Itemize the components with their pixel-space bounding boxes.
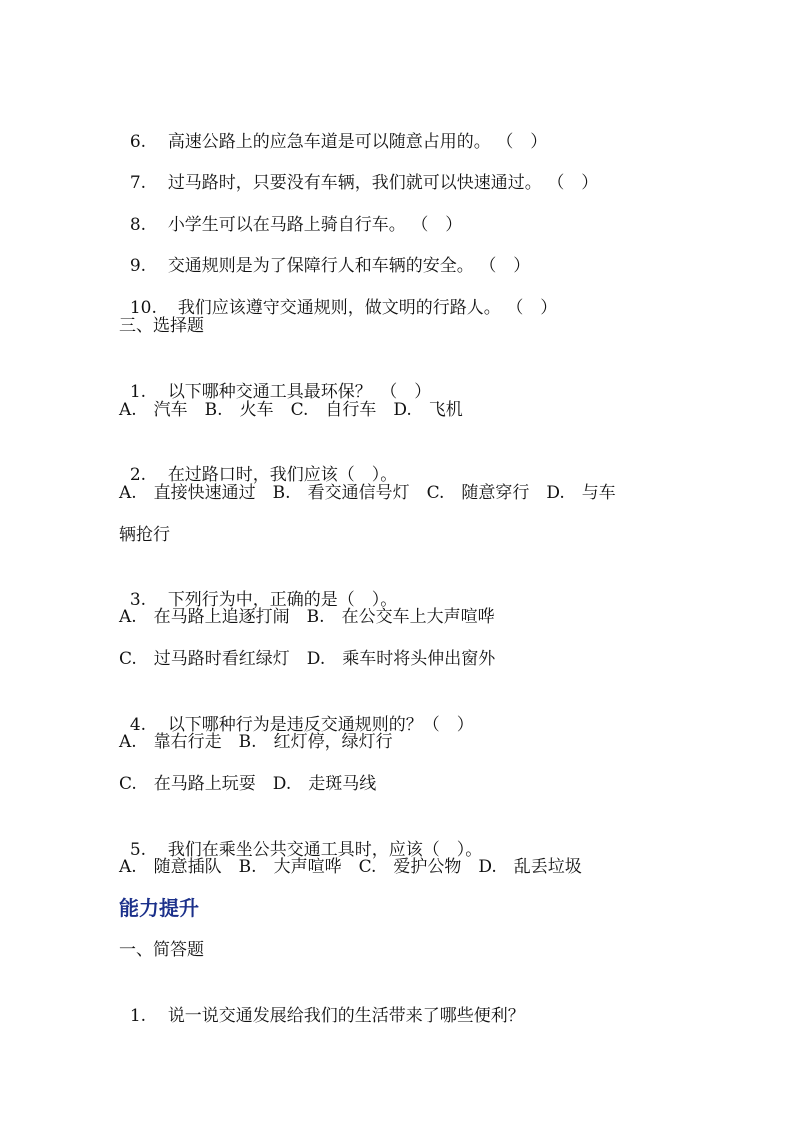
item-number: 10. [129,298,157,318]
question-stem: 下列行为中，正确的是（ ）。 [167,590,398,610]
question-stem: 以下哪种交通工具最环保？ （ ） [167,382,432,402]
section-title-choice: 三、选择题 [119,316,204,336]
question-number: 4. [129,715,147,735]
section-title-short-answer: 一、简答题 [119,940,204,960]
judgement-item-7 [119,147,598,195]
judgement-item-10 [119,272,557,320]
item-text: 交通规则是为了保障行人和车辆的安全。 [167,256,474,276]
question-text: 说一说交通发展给我们的生活带来了哪些便利？ [167,1006,525,1026]
item-text: 过马路时，只要没有车辆，我们就可以快速通过。 [167,173,542,193]
choice-options-2-continued: 辆抢行 [119,525,170,545]
choice-options-3: A. 在马路上追逐打闹 B. 在公交车上大声喧哗 [119,607,495,627]
item-number: 7. [129,173,147,193]
question-stem: 在过路口时，我们应该（ ）。 [167,465,398,485]
question-number: 3. [129,590,147,610]
answer-blank: （ ） [514,298,558,318]
question-stem: 以下哪种行为是违反交通规则的？（ ） [167,715,474,735]
item-text: 高速公路上的应急车道是可以随意占用的。 [167,132,491,152]
choice-question-2 [119,439,397,487]
question-number: 1. [129,1006,147,1026]
question-number: 2. [129,465,147,485]
answer-blank: （ ） [504,132,548,152]
section-heading-ability: 能力提升 [119,896,199,920]
choice-options-1: A. 汽车 B. 火车 C. 自行车 D. 飞机 [119,400,463,420]
question-number: 5. [129,840,147,860]
item-text: 小学生可以在马路上骑自行车。 [167,215,406,235]
answer-blank: （ ） [555,173,599,193]
choice-options-4-continued: C. 在马路上玩耍 D. 走斑马线 [119,774,377,794]
answer-blank: （ ） [487,256,531,276]
choice-options-4: A. 靠右行走 B. 红灯停，绿灯行 [119,732,393,752]
answer-blank: （ ） [419,215,463,235]
choice-options-5: A. 随意插队 B. 大声喧哗 C. 爱护公物 D. 乱丢垃圾 [119,857,582,877]
choice-options-2: A. 直接快速通过 B. 看交通信号灯 C. 随意穿行 D. 与车 [119,483,616,503]
judgement-item-9 [119,230,530,278]
item-number: 9. [129,256,147,276]
choice-question-1 [119,356,431,404]
question-stem: 我们在乘坐公共交通工具时，应该（ ）。 [167,840,483,860]
item-number: 8. [129,215,147,235]
item-text: 我们应该遵守交通规则，做文明的行路人。 [177,298,501,318]
item-number: 6. [129,132,147,152]
short-answer-question-1 [119,980,525,1028]
question-number: 1. [129,382,147,402]
choice-options-3-continued: C. 过马路时看红绿灯 D. 乘车时将头伸出窗外 [119,649,496,669]
